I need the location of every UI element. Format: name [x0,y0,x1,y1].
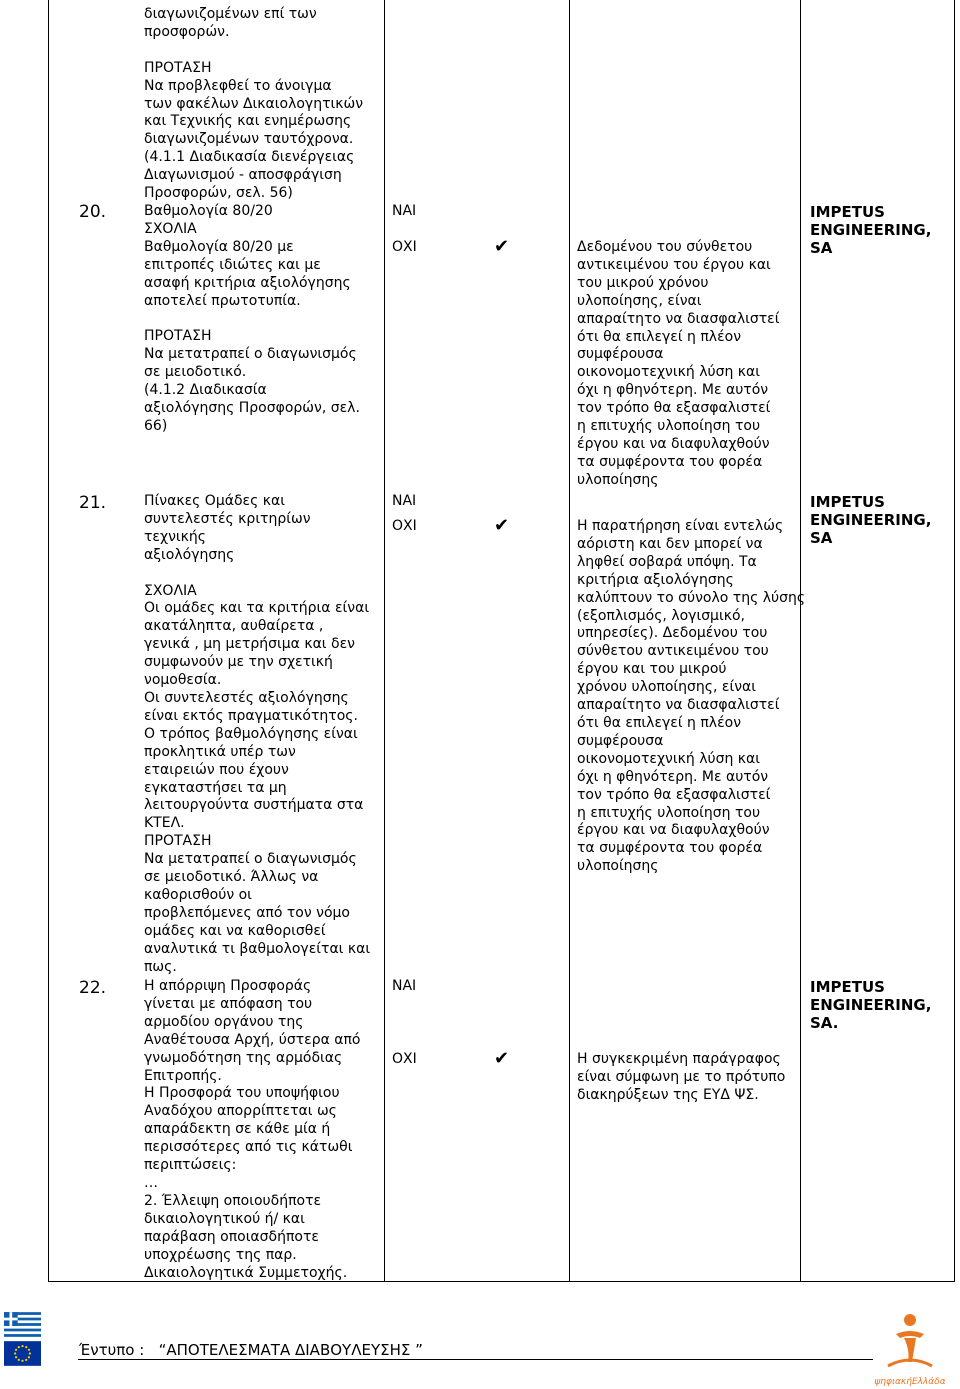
row-organization: IMPETUS ENGINEERING, SA. [810,978,932,1032]
answer-no-label: ΟΧΙ [392,239,417,255]
row-comment: Πίνακες Ομάδες και συντελεστές κριτηρίων τεχνικής αξιολόγησης ΣΧΟΛΙΑ Οι ομάδες και τα κριτήρια είναι ακατάληπτα, αυθαίρετα , γενικά , μη μετρήσιμα και δεν συμφωνούν με την σχετική νομοθεσία. Οι συντελεστές αξιολόγησης είναι εκτός πραγματικότητος. Ο τρόπος βαθμολόγησης είναι προκλητικά υπέρ των εταιρειών που έχουν εγκαταστήσει τα μη λειτουργούντα συστήματα στα ΚΤΕΛ. ΠΡΟΤΑΣΗ Να μετατραπεί ο διαγωνισμός σε μειοδοτικό. Άλλως να καθορισθούν οι προβλεπόμενες από τον νόμο ομάδες και να καθορισθεί αναλυτικά τι βαθμολογείται και πως. [144,493,371,975]
row-number: 20. [79,202,107,222]
row-number: 21. [79,493,107,513]
row-organization: IMPETUS ENGINEERING, SA [810,203,932,257]
footer-label: Έντυπο : [79,1341,145,1359]
row-comment: διαγωνιζομένων επί των προσφορών. ΠΡΟΤΑΣΗ Να προβλεφθεί το άνοιγμα των φακέλων Δικαιολογητικών και Τεχνικής και ενημέρωσης διαγωνιζομένων ταυτόχρονα. (4.1.1 Διαδικασία διενέργειας Διαγωνισμού - αποσφράγιση Προσφορών, σελ. 56) [144,6,364,202]
footer-title: “ΑΠΟΤΕΛΕΣΜΑΤΑ ΔΙΑΒΟΥΛΕΥΣΗΣ ” [158,1341,423,1359]
answer-no-label: ΟΧΙ [392,1051,417,1067]
row-justification: Η παρατήρηση είναι εντελώς αόριστη και δεν μπορεί να ληφθεί σοβαρά υπόψη. Τα κριτήρια αξιολόγησης καλύπτουν το σύνολο της λύσης (εξοπλισμός, λογισμικό, υπηρεσίες). Δεδομένου του σύνθετου αντικειμένου του έργου και του μικρού χρόνου υλοποίησης, είναι απαραίτητο να διασφαλιστεί ότι θα επιλεγεί η πλέον συμφέρουσα οικονομοτεχνική λύση και όχι η φθηνότερη. Με αυτόν τον τρόπο θα εξασφαλιστεί η επιτυχής υλοποίηση του έργου και να διαφυλαχθούν τα συμφέροντα του φορέα υλοποίησης [577,518,806,875]
answer-yes-label: ΝΑΙ [392,493,417,509]
digital-greece-logo [874,1300,946,1389]
row-justification: Δεδομένου του σύνθετου αντικειμένου του έργου και του μικρού χρόνου υλοποίησης, είναι απαραίτητο να διασφαλιστεί ότι θα επιλεγεί η πλέον συμφέρουσα οικονομοτεχνική λύση και όχι η φθηνότερη. Με αυτόν τον τρόπο θα εξασφαλιστεί η επιτυχής υλοποίηση του έργου και να διαφυλαχθούν τα συμφέροντα του φορέα υλοποίησης [577,239,780,488]
row-comment: Βαθμολογία 80/20 ΣΧΟΛΙΑ Βαθμολογία 80/20 με επιτροπές ιδιώτες και με ασαφή κριτήρια αξιολόγησης αποτελεί πρωτοτυπία. ΠΡΟΤΑΣΗ Να μετατραπεί ο διαγωνισμός σε μειοδοτικό. (4.1.2 Διαδικασία αξιολόγησης Προσφορών, σελ. 66) [144,203,360,434]
logo-text: ψηφιακήΕλλάδα [874,1377,946,1387]
greek-flag-icon [4,1312,41,1337]
row-organization: IMPETUS ENGINEERING, SA [810,493,932,547]
table-border-right [954,0,955,1282]
answer-no-label: ΟΧΙ [392,518,417,534]
answer-yes-label: ΝΑΙ [392,978,417,994]
row-justification: Η συγκεκριμένη παράγραφος είναι σύμφωνη με το πρότυπο διακηρύξεων της ΕΥΔ ΨΣ. [577,1051,786,1103]
checkmark-icon: ✔ [494,1048,510,1069]
checkmark-icon: ✔ [494,236,510,257]
table-divider-comment [384,0,385,1282]
table-border-left [48,0,49,1282]
eu-flag-icon [4,1340,41,1367]
footer-form-title [79,1341,423,1359]
answer-yes-label: ΝΑΙ [392,203,417,219]
row-comment: Η απόρριψη Προσφοράς γίνεται με απόφαση του αρμοδίου οργάνου της Αναθέτουσα Αρχή, ύστερα από γνωμοδότηση της αρμόδιας Επιτροπής. Η Προσφορά του υποψήφιου Αναδόχου απορρίπτεται ως απαράδεκτη σε κάθε μία ή περισσότερες από τις κάτωθι περιπτώσεις: … 2. Έλλειψη οποιουδήποτε δικαιολογητικού ή/ και παράβαση οποιασδήποτε υποχρέωσης της παρ. Δικαιολογητικά Συμμετοχής. [144,978,361,1281]
row-number: 22. [79,978,107,998]
checkmark-icon: ✔ [494,515,510,536]
table-divider-answer [569,0,570,1282]
footer-rule [78,1359,873,1360]
